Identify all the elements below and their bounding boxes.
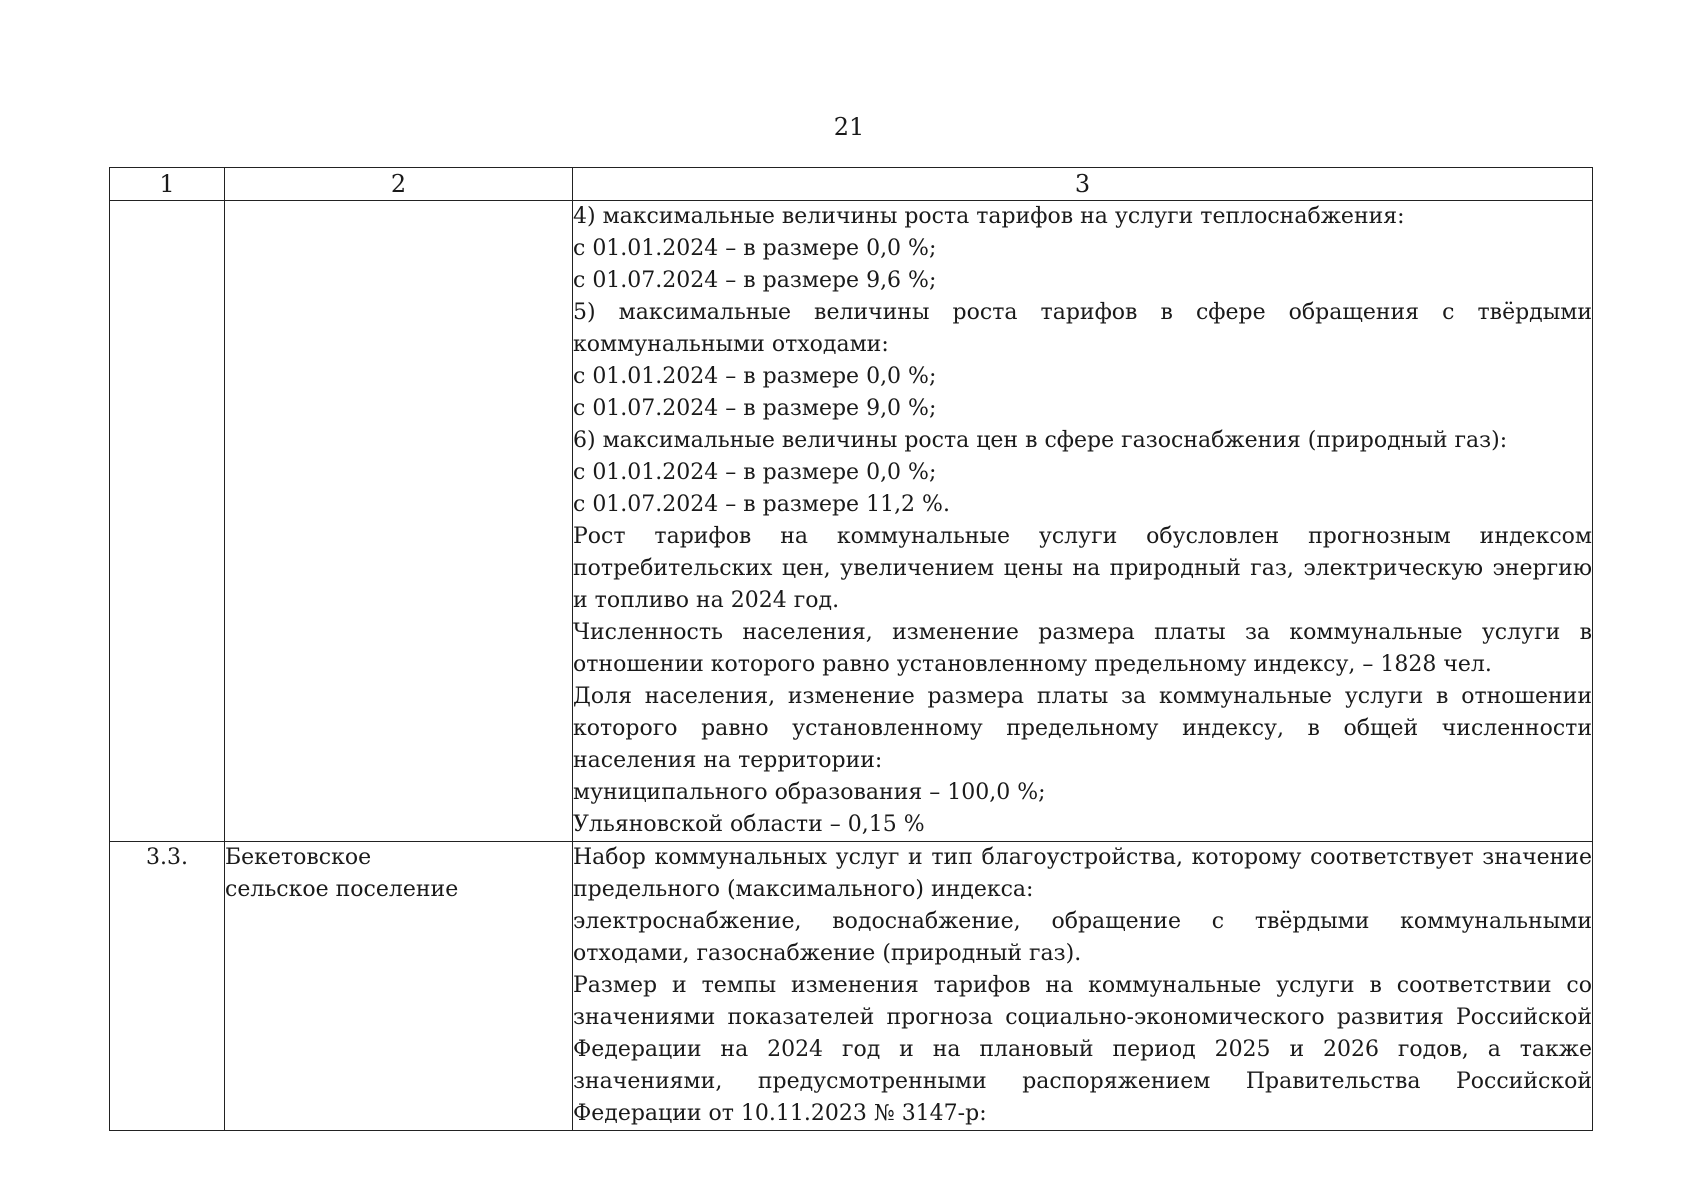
growth-reason-paragraph: Рост тарифов на коммунальные услуги обусловлен прогнозным индексом потребительских цен, увеличением цены на природный газ, электрическую энергию и топливо на 2024 год. [573, 524, 1592, 613]
services-intro-paragraph: Набор коммунальных услуг и тип благоустройства, которому соответствует значение предельного (максимального) индекса: [573, 845, 1592, 902]
population-share-paragraph: Доля населения, изменение размера платы за коммунальные услуги в отношении которого равно установленному предельному индексу, в общей численности населения на территории: [573, 684, 1592, 773]
table-row [110, 201, 1593, 842]
waste-tariff-jul: с 01.07.2024 – в размере 9,0 %; [573, 396, 937, 421]
settlement-name-cell [225, 842, 573, 1131]
waste-tariff-jan: с 01.01.2024 – в размере 0,0 %; [573, 364, 937, 389]
settlement-name-cell [225, 201, 573, 842]
row-number-cell [110, 201, 225, 842]
settlement-name-line-2: сельское поселение [225, 877, 459, 902]
share-region: Ульяновской области – 0,15 % [573, 812, 925, 837]
services-list-paragraph: электроснабжение, водоснабжение, обращение с твёрдыми коммунальными отходами, газоснабжение (природный газ). [573, 909, 1592, 966]
row-content-cell [573, 201, 1593, 842]
gas-price-jan: с 01.01.2024 – в размере 0,0 %; [573, 460, 937, 485]
gas-price-jul: с 01.07.2024 – в размере 11,2 %. [573, 492, 950, 517]
row-number-cell: 3.3. [110, 842, 225, 1131]
table-row [110, 842, 1593, 1131]
heat-tariff-title: 4) максимальные величины роста тарифов на услуги теплоснабжения: [573, 204, 1405, 229]
waste-tariff-title: 5) максимальные величины роста тарифов в сфере обращения с твёрдыми коммунальными отходами: [573, 300, 1592, 357]
page-number: 21 [833, 113, 865, 141]
heat-tariff-jan: с 01.01.2024 – в размере 0,0 %; [573, 236, 937, 261]
gas-price-title: 6) максимальные величины роста цен в сфере газоснабжения (природный газ): [573, 428, 1508, 453]
tariff-basis-paragraph: Размер и темпы изменения тарифов на коммунальные услуги в соответствии со значениями показателей прогноза социально-экономического развития Российской Федерации на 2024 год и на плановый период 2025 и 2026 годов, а также значениями, предусмотренными распоряжением Правительства Российской Федерации от 10.11.2023 № 3147-р: [573, 973, 1592, 1126]
population-count-paragraph: Численность населения, изменение размера платы за коммунальные услуги в отношении которого равно установленному предельному индексу, – 1828 чел. [573, 620, 1592, 677]
table-header-row [110, 168, 1593, 201]
column-header-1: 1 [110, 168, 225, 201]
row-content-cell [573, 842, 1593, 1131]
tariff-table [109, 167, 1593, 1131]
column-header-3: 3 [573, 168, 1593, 201]
heat-tariff-jul: с 01.07.2024 – в размере 9,6 %; [573, 268, 937, 293]
settlement-name-line-1: Бекетовское [225, 845, 372, 870]
column-header-2: 2 [225, 168, 573, 201]
share-municipal: муниципального образования – 100,0 %; [573, 780, 1046, 805]
